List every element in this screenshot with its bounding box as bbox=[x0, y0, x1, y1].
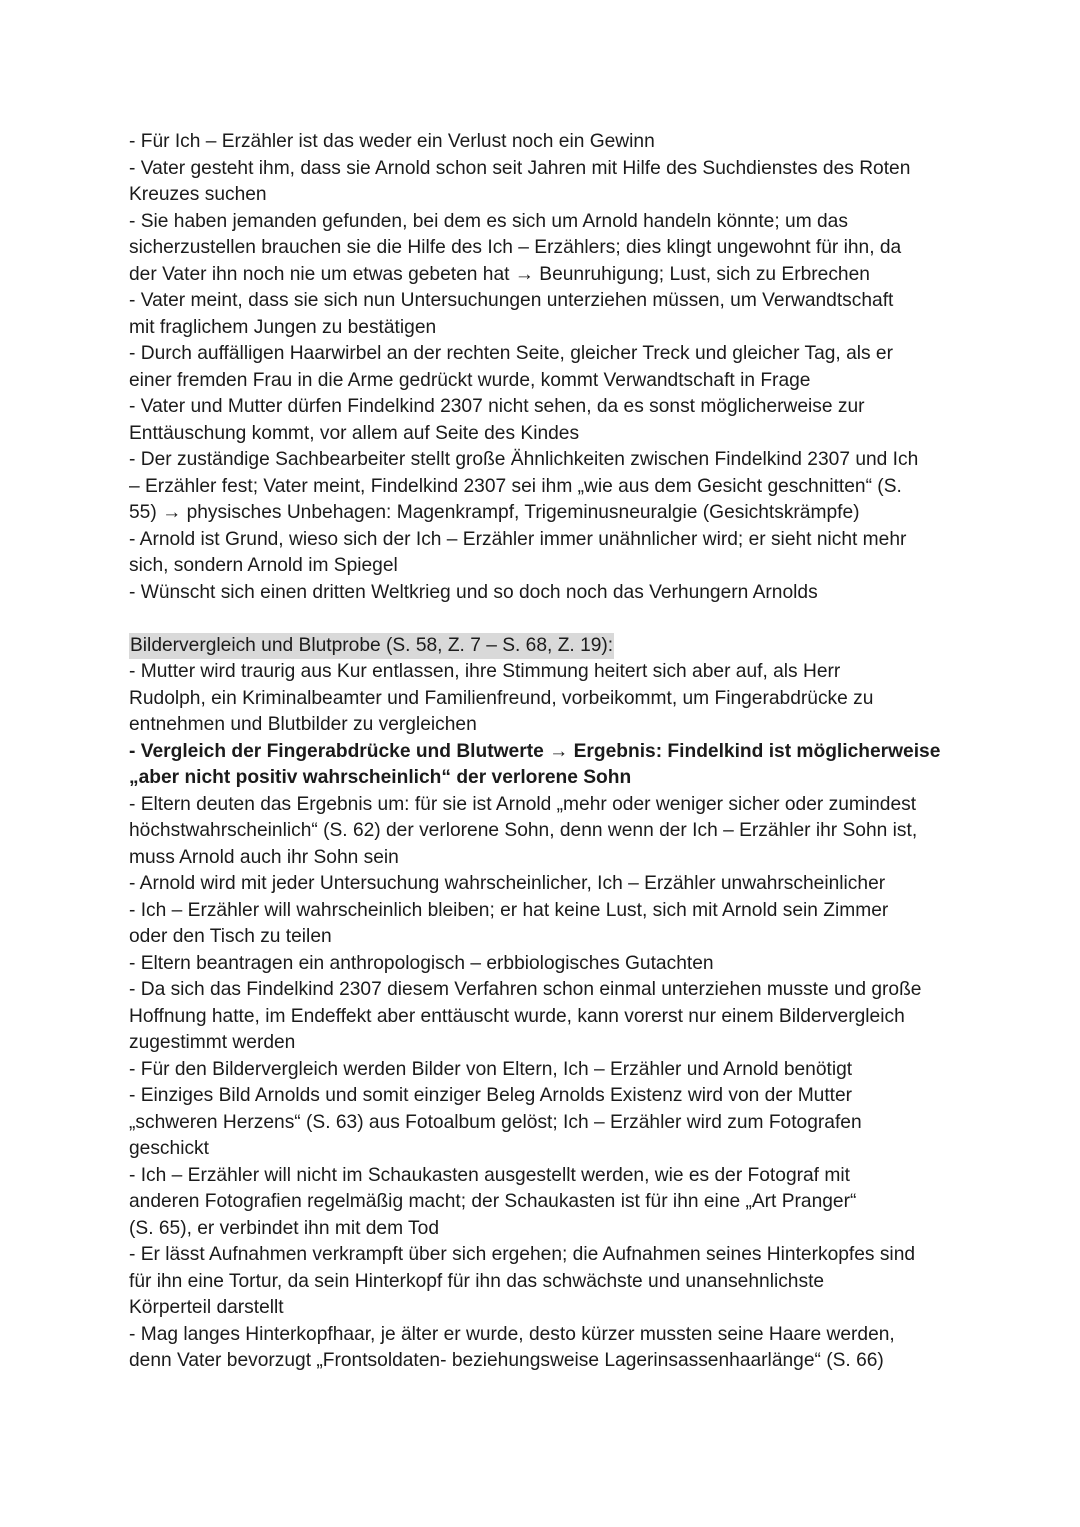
text-line: Körperteil darstellt bbox=[129, 1297, 284, 1318]
text-line: - Vater und Mutter dürfen Findelkind 2307 nicht sehen, da es sonst möglicherweise zur bbox=[129, 396, 865, 417]
text-line: 55) → physisches Unbehagen: Magenkrampf, Trigeminusneuralgie (Gesichtskrämpfe) bbox=[129, 502, 860, 523]
text-line: - Vater gesteht ihm, dass sie Arnold schon seit Jahren mit Hilfe des Suchdienstes des Roten bbox=[129, 157, 911, 179]
bold-text-line: - Vergleich der Fingerabdrücke und Blutwerte → Ergebnis: Findelkind ist möglicherweise bbox=[129, 740, 941, 762]
text-line: - Für Ich – Erzähler ist das weder ein Verlust noch ein Gewinn bbox=[129, 131, 655, 152]
paragraph-gap bbox=[129, 606, 959, 633]
text-line: für ihn eine Tortur, da sein Hinterkopf für ihn das schwächste und unansehnlichste bbox=[129, 1270, 825, 1292]
text-line: - Da sich das Findelkind 2307 diesem Verfahren schon einmal unterziehen musste und große bbox=[129, 979, 922, 1000]
text-line: denn Vater bevorzugt „Frontsoldaten- beziehungsweise Lagerinsassenhaarlänge“ (S. 66) bbox=[129, 1350, 884, 1371]
text-line: einer fremden Frau in die Arme gedrückt wurde, kommt Verwandtschaft in Frage bbox=[129, 369, 811, 391]
text-line: Kreuzes suchen bbox=[129, 184, 267, 205]
text-line: „schweren Herzens“ (S. 63) aus Fotoalbum gelöst; Ich – Erzähler wird zum Fotografen bbox=[129, 1111, 862, 1133]
text-line: der Vater ihn noch nie um etwas gebeten hat → Beunruhigung; Lust, sich zu Erbrechen bbox=[129, 263, 870, 285]
text-line: - Arnold ist Grund, wieso sich der Ich – Erzähler immer unähnlicher wird; er sieht nicht mehr bbox=[129, 528, 907, 550]
section-2 bbox=[129, 633, 959, 1375]
text-line: - Arnold wird mit jeder Untersuchung wahrscheinlicher, Ich – Erzähler unwahrscheinlicher bbox=[129, 873, 886, 894]
text-line: Enttäuschung kommt, vor allem auf Seite des Kindes bbox=[129, 422, 580, 444]
text-line: - Eltern beantragen ein anthropologisch – erbbiologisches Gutachten bbox=[129, 952, 714, 974]
text-line: - Mag langes Hinterkopfhaar, je älter er wurde, desto kürzer mussten seine Haare werden, bbox=[129, 1323, 895, 1345]
text-line: mit fraglichem Jungen zu bestätigen bbox=[129, 316, 437, 338]
text-line: (S. 65), er verbindet ihn mit dem Tod bbox=[129, 1217, 439, 1239]
text-line: - Ich – Erzähler will wahrscheinlich bleiben; er hat keine Lust, sich mit Arnold sein Zimmer bbox=[129, 899, 889, 921]
section-heading-line bbox=[129, 633, 959, 660]
text-line: Rudolph, ein Kriminalbeamter und Familienfreund, vorbeikommt, um Fingerabdrücke zu bbox=[129, 687, 874, 709]
text-line: geschickt bbox=[129, 1138, 209, 1159]
text-line: höchstwahrscheinlich“ (S. 62) der verlorene Sohn, denn wenn der Ich – Erzähler ihr Sohn ist, bbox=[129, 820, 918, 841]
text-line: – Erzähler fest; Vater meint, Findelkind 2307 sei ihm „wie aus dem Gesicht geschnitten“ (S. bbox=[129, 475, 902, 497]
text-line: - Mutter wird traurig aus Kur entlassen, ihre Stimmung heitert sich aber auf, als Herr bbox=[129, 661, 841, 682]
section-1 bbox=[129, 129, 959, 606]
text-line: Hoffnung hatte, im Endeffekt aber enttäuscht wurde, kann vorerst nur einem Bildervergleich bbox=[129, 1005, 905, 1027]
text-line: - Wünscht sich einen dritten Weltkrieg und so doch noch das Verhungern Arnolds bbox=[129, 581, 818, 603]
text-line: - Vater meint, dass sie sich nun Untersuchungen unterziehen müssen, um Verwandtschaft bbox=[129, 290, 894, 311]
text-line: zugestimmt werden bbox=[129, 1032, 296, 1053]
text-line: - Der zuständige Sachbearbeiter stellt große Ähnlichkeiten zwischen Findelkind 2307 und Ich bbox=[129, 449, 919, 470]
section-heading: Bildervergleich und Blutprobe (S. 58, Z. 7 – S. 68, Z. 19): bbox=[129, 633, 614, 660]
text-line: - Er lässt Aufnahmen verkrampft über sich ergehen; die Aufnahmen seines Hinterkopfes sind bbox=[129, 1244, 916, 1265]
text-line: sicherzustellen brauchen sie die Hilfe des Ich – Erzählers; dies klingt ungewohnt für ihn, da bbox=[129, 237, 902, 258]
text-line: entnehmen und Blutbilder zu vergleichen bbox=[129, 714, 477, 735]
text-line: - Sie haben jemanden gefunden, bei dem es sich um Arnold handeln könnte; um das bbox=[129, 210, 848, 232]
document-body bbox=[129, 129, 959, 1375]
text-line: sich, sondern Arnold im Spiegel bbox=[129, 555, 398, 576]
text-line: - Ich – Erzähler will nicht im Schaukasten ausgestellt werden, wie es der Fotograf mit bbox=[129, 1164, 850, 1186]
text-line: anderen Fotografien regelmäßig macht; der Schaukasten ist für ihn eine „Art Pranger“ bbox=[129, 1191, 857, 1212]
text-line: - Einziges Bild Arnolds und somit einziger Beleg Arnolds Existenz wird von der Mutter bbox=[129, 1085, 853, 1106]
text-line: - Durch auffälligen Haarwirbel an der rechten Seite, gleicher Treck und gleicher Tag, als er bbox=[129, 343, 893, 364]
bold-text-line: „aber nicht positiv wahrscheinlich“ der verlorene Sohn bbox=[129, 767, 632, 788]
text-line: - Für den Bildervergleich werden Bilder von Eltern, Ich – Erzähler und Arnold benötigt bbox=[129, 1058, 853, 1080]
text-line: oder den Tisch zu teilen bbox=[129, 926, 332, 947]
text-line: muss Arnold auch ihr Sohn sein bbox=[129, 846, 399, 868]
text-line: - Eltern deuten das Ergebnis um: für sie ist Arnold „mehr oder weniger sicher oder zumindest bbox=[129, 793, 917, 815]
